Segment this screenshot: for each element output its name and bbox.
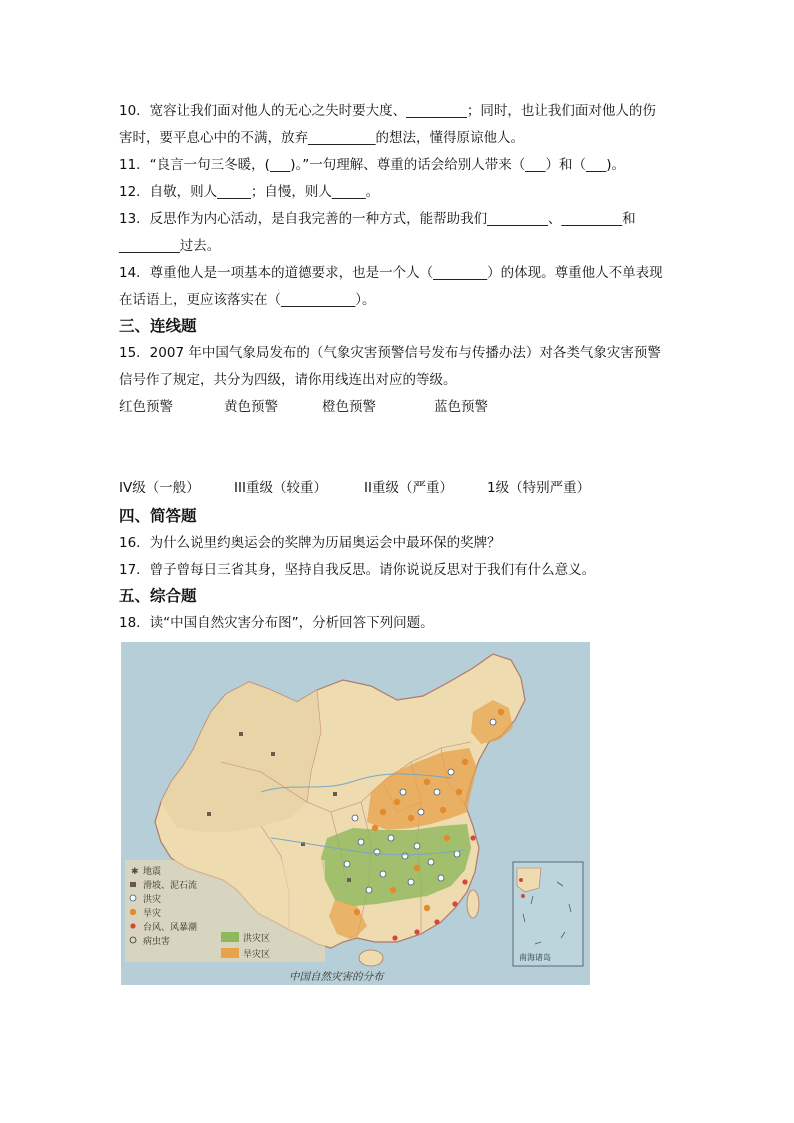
warning-red: 红色预警	[119, 399, 173, 415]
legend-landslide: 滑坡、泥石流	[143, 881, 198, 891]
question-13-line-1: 13．反思作为内心活动，是自我完善的一种方式，能帮助我们_________、_________和	[119, 211, 636, 227]
question-12: 12．自敬，则人_____；自慢，则人_____。	[119, 184, 380, 200]
warning-blue: 蓝色预警	[434, 399, 488, 415]
south-china-sea-inset	[513, 862, 583, 966]
level-2: II重级（严重）	[364, 480, 453, 496]
level-1: 1级（特别严重）	[487, 480, 591, 496]
section-5-heading: 五、综合题	[119, 587, 197, 605]
legend-drought-area-swatch	[221, 948, 239, 958]
legend-flood-area-swatch	[221, 932, 239, 942]
section-4-heading: 四、简答题	[119, 507, 197, 525]
question-10-line-2: 害时，要平息心中的不满，放弃__________的想法，懂得原谅他人。	[119, 130, 524, 146]
question-16: 16．为什么说里约奥运会的奖牌为历届奥运会中最环保的奖牌？	[119, 535, 501, 551]
level-4: IV级（一般）	[119, 480, 200, 496]
warning-yellow: 黄色预警	[224, 399, 278, 415]
question-14-line-2: 在话语上，更应该落实在（___________）。	[119, 292, 376, 308]
legend-typhoon: 台风、风暴潮	[143, 923, 198, 933]
question-18: 18．读“中国自然灾害分布图”，分析回答下列问题。	[119, 615, 434, 631]
legend-flood-area: 洪灾区	[243, 934, 271, 944]
legend-pest: 病虫害	[143, 937, 171, 947]
question-14-line-1: 14．尊重他人是一项基本的道德要求，也是一个人（________）的体现。尊重他人不单表现	[119, 265, 663, 281]
question-11: 11．“良言一句三冬暖，(___)。”一句理解、尊重的话会给别人带来（___）和（___)。	[119, 157, 625, 173]
taiwan-island	[467, 890, 479, 918]
disaster-distribution-map	[121, 642, 590, 985]
hainan-island	[359, 950, 383, 966]
svg-text:✱: ✱	[131, 867, 139, 877]
legend-drought: 旱灾	[143, 909, 162, 919]
legend-flood: 洪灾	[143, 895, 162, 905]
question-13-line-2: _________过去。	[119, 238, 221, 254]
inset-label: 南海诸岛	[519, 953, 551, 962]
section-3-heading: 三、连线题	[119, 317, 197, 335]
map-caption: 中国自然灾害的分布	[289, 971, 384, 983]
level-3: III重级（较重）	[234, 480, 327, 496]
warning-orange: 橙色预警	[322, 399, 376, 415]
legend-earthquake: 地震	[143, 867, 162, 877]
question-15-line-1: 15．2007 年中国气象局发布的（气象灾害预警信号发布与传播办法）对各类气象灾害预警	[119, 345, 661, 361]
question-17: 17．曾子曾每日三省其身，坚持自我反思。请你说说反思对于我们有什么意义。	[119, 562, 596, 578]
question-15-line-2: 信号作了规定，共分为四级，请你用线连出对应的等级。	[119, 372, 457, 388]
map-figure	[121, 642, 590, 985]
question-10-line-1: 10．宽容让我们面对他人的无心之失时要大度、_________；同时，也让我们面对他人的伤	[119, 103, 656, 119]
legend-drought-area: 旱灾区	[243, 950, 271, 960]
map-legend	[125, 860, 325, 962]
